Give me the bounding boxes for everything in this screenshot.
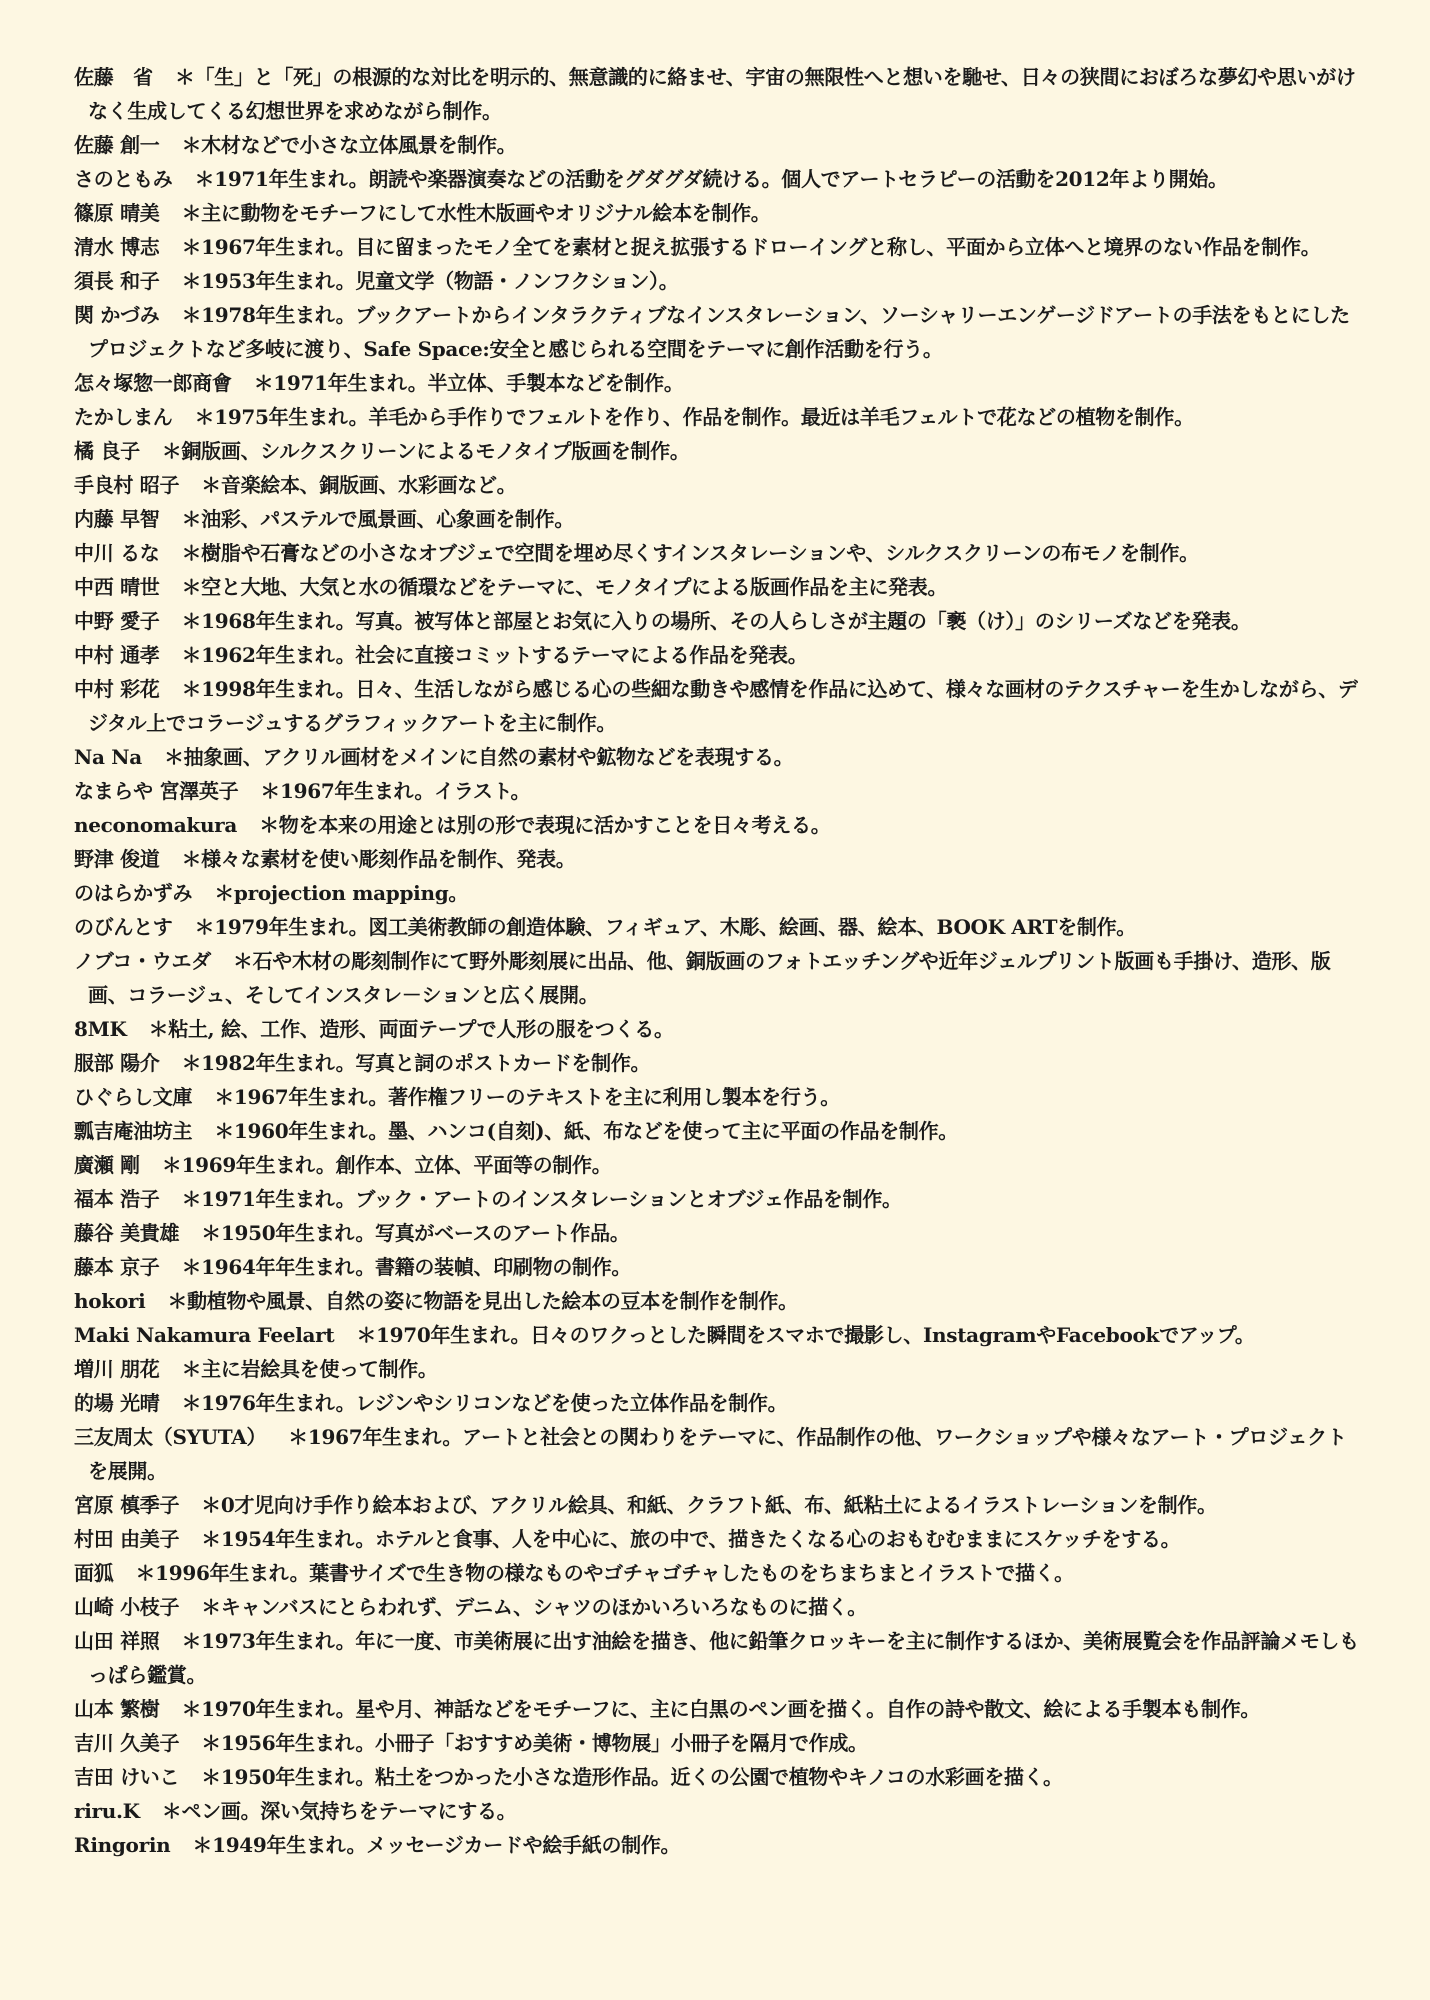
artist-name: 手良村 昭子: [74, 473, 180, 497]
artist-name: 面狐: [74, 1561, 114, 1585]
artist-description: ＊projection mapping。: [214, 881, 469, 905]
list-item: [74, 638, 1364, 672]
artist-description: ＊石や木材の彫刻制作にて野外彫刻展に出品、他、銅版画のフォトエッチングや近年ジェルプリント版画も手掛け、造形、版画、コラージュ、そしてインスタレ－ションと広く展開。: [88, 949, 1331, 1007]
artist-name: 村田 由美子: [74, 1527, 180, 1551]
artist-description: ＊1967年生まれ。アートと社会との関わりをテーマに、作品制作の他、ワークショップや様々なアート・プロジェクトを展開。: [88, 1425, 1347, 1483]
artist-description: ＊樹脂や石膏などの小さなオブジェで空間を埋め尽くすインスタレーションや、シルクスクリーンの布モノを制作。: [181, 541, 1199, 565]
artist-description: ＊音楽絵本、銅版画、水彩画など。: [201, 473, 517, 497]
artist-name: 藤谷 美貴雄: [74, 1221, 180, 1245]
artist-description: ＊1971年生まれ。ブック・アートのインスタレーションとオブジェ作品を制作。: [181, 1187, 902, 1211]
list-item: [74, 1420, 1364, 1488]
list-item: [74, 1046, 1364, 1080]
artist-description: ＊1956年生まれ。小冊子「おすすめ美術・博物展」小冊子を隔月で作成。: [201, 1731, 868, 1755]
artist-description: ＊1950年生まれ。粘土をつかった小さな造形作品。近くの公園で植物やキノコの水彩画を描く。: [201, 1765, 1063, 1789]
artist-description: ＊1998年生まれ。日々、生活しながら感じる心の些細な動きや感情を作品に込めて、様々な画材のテクスチャーを生かしながら、デジタル上でコラージュするグラフィックアートを主に制作。: [88, 677, 1358, 735]
list-item: [74, 740, 1364, 774]
artist-name: Maki Nakamura Feelart: [74, 1323, 335, 1347]
artist-name: 山田 祥照: [74, 1629, 160, 1653]
artist-description: ＊空と大地、大気と水の循環などをテーマに、モノタイプによる版画作品を主に発表。: [181, 575, 948, 599]
artist-description: ＊1960年生まれ。墨、ハンコ(自刻)、紙、布などを使って主に平面の作品を制作。: [214, 1119, 958, 1143]
artist-description: ＊1970年生まれ。日々のワクっとした瞬間をスマホで撮影し、InstagramやFacebookでアップ。: [356, 1323, 1255, 1347]
artist-name: Ringorin: [74, 1833, 171, 1857]
list-item: [74, 1148, 1364, 1182]
list-item: [74, 774, 1364, 808]
list-item: [74, 1828, 1364, 1862]
artist-name: 山本 繁樹: [74, 1697, 160, 1721]
artist-description: ＊1949年生まれ。メッセージカードや絵手紙の制作。: [192, 1833, 681, 1857]
artist-description: ＊1967年生まれ。イラスト。: [260, 779, 531, 803]
list-item: [74, 1386, 1364, 1420]
artist-description: ＊ペン画。深い気持ちをテーマにする。: [161, 1799, 517, 1823]
artist-name: 宮原 槙季子: [74, 1493, 180, 1517]
list-item: [74, 536, 1364, 570]
list-item: [74, 1488, 1364, 1522]
artist-name: neconomakura: [74, 813, 238, 837]
artist-name: さのともみ: [74, 167, 173, 191]
artist-description: ＊1967年生まれ。著作権フリーのテキストを主に利用し製本を行う。: [214, 1085, 840, 1109]
list-item: [74, 1080, 1364, 1114]
artist-description: ＊1954年生まれ。ホテルと食事、人を中心に、旅の中で、描きたくなる心のおもむむままにスケッチをする。: [201, 1527, 1181, 1551]
artist-name: 野津 俊道: [74, 847, 160, 871]
list-item: [74, 808, 1364, 842]
artist-description: ＊「生」と「死」の根源的な対比を明示的、無意識的に絡ませ、宇宙の無限性へと想いを馳せ、日々の狭間におぼろな夢幻や思いがけなく生成してくる幻想世界を求めながら制作。: [88, 65, 1356, 123]
list-item: [74, 230, 1364, 264]
list-item: [74, 1250, 1364, 1284]
list-item: [74, 400, 1364, 434]
artist-description: ＊1950年生まれ。写真がベースのアート作品。: [201, 1221, 630, 1245]
artist-description: ＊主に岩絵具を使って制作。: [181, 1357, 438, 1381]
list-item: [74, 842, 1364, 876]
list-item: [74, 502, 1364, 536]
artist-description: ＊1967年生まれ。目に留まったモノ全てを素材と捉え拡張するドローイングと称し、平面から立体へと境界のない作品を制作。: [181, 235, 1321, 259]
artist-name: 中野 愛子: [74, 609, 160, 633]
artist-name: 中西 晴世: [74, 575, 160, 599]
artist-name: 増川 朋花: [74, 1357, 160, 1381]
artist-name: ひぐらし文庫: [74, 1085, 193, 1109]
artist-name: 8MK: [74, 1017, 127, 1041]
artist-name: ノブコ・ウエダ: [74, 949, 211, 973]
list-item: [74, 196, 1364, 230]
artist-name: 瓢吉庵油坊主: [74, 1119, 193, 1143]
artist-name: 廣瀬 剛: [74, 1153, 140, 1177]
list-item: [74, 876, 1364, 910]
artist-description: ＊木材などで小さな立体風景を制作。: [181, 133, 517, 157]
artist-name: 服部 陽介: [74, 1051, 160, 1075]
artist-description: ＊様々な素材を使い彫刻作品を制作、発表。: [181, 847, 576, 871]
artist-description: ＊1968年生まれ。写真。被写体と部屋とお気に入りの場所、その人らしさが主題の「褻（け）」のシリーズなどを発表。: [181, 609, 1251, 633]
artist-name: 的場 光晴: [74, 1391, 160, 1415]
artist-description: ＊1973年生まれ。年に一度、市美術展に出す油絵を描き、他に鉛筆クロッキーを主に制作するほか、美術展覧会を作品評論メモしもっぱら鑑賞。: [88, 1629, 1359, 1687]
artist-name: たかしまん: [74, 405, 173, 429]
list-item: [74, 570, 1364, 604]
list-item: [74, 1114, 1364, 1148]
list-item: [74, 264, 1364, 298]
artist-name: Na Na: [74, 745, 142, 769]
list-item: [74, 128, 1364, 162]
list-item: [74, 1556, 1364, 1590]
artist-name: 内藤 早智: [74, 507, 160, 531]
list-item: [74, 1760, 1364, 1794]
artist-name: のびんとす: [74, 915, 173, 939]
list-item: [74, 672, 1364, 740]
list-item: [74, 1012, 1364, 1046]
artist-description: ＊1971年生まれ。半立体、手製本などを制作。: [253, 371, 684, 395]
artist-name: riru.K: [74, 1799, 140, 1823]
artist-name: のはらかずみ: [74, 881, 193, 905]
artist-description: ＊油彩、パステルで風景画、心象画を制作。: [181, 507, 575, 531]
list-item: [74, 944, 1364, 1012]
artist-name: 藤本 京子: [74, 1255, 160, 1279]
artist-name: 須長 和子: [74, 269, 160, 293]
artist-name: 橘 良子: [74, 439, 140, 463]
artist-name: 山崎 小枝子: [74, 1595, 180, 1619]
artist-name: 篠原 晴美: [74, 201, 160, 225]
artist-description: ＊1971年生まれ。朗読や楽器演奏などの活動をグダグダ続ける。個人でアートセラピーの活動を2012年より開始。: [194, 167, 1228, 191]
artist-description: ＊1953年生まれ。児童文学（物語・ノンフクション）。: [181, 269, 679, 293]
list-item: [74, 1522, 1364, 1556]
artist-description: ＊動植物や風景、自然の姿に物語を見出した絵本の豆本を制作を制作。: [167, 1289, 798, 1313]
artist-description: ＊主に動物をモチーフにして水性木版画やオリジナル絵本を制作。: [181, 201, 771, 225]
list-item: [74, 604, 1364, 638]
artist-description: ＊0才児向け手作り絵本および、アクリル絵具、和紙、クラフト紙、布、紙粘土によるイラストレーションを制作。: [201, 1493, 1217, 1517]
list-item: [74, 1692, 1364, 1726]
artist-description: ＊1982年生まれ。写真と詞のポストカードを制作。: [181, 1051, 651, 1075]
list-item: [74, 1318, 1364, 1352]
artist-name: 福本 浩子: [74, 1187, 160, 1211]
list-item: [74, 366, 1364, 400]
artist-description: ＊物を本来の用途とは別の形で表現に活かすことを日々考える。: [259, 813, 831, 837]
list-item: [74, 1182, 1364, 1216]
artist-name: なまらや 宮澤英子: [74, 779, 239, 803]
artist-name: hokori: [74, 1289, 146, 1313]
artist-name: 佐藤 省: [74, 65, 153, 89]
list-item: [74, 1624, 1364, 1692]
artist-description: ＊1976年生まれ。レジンやシリコンなどを使った立体作品を制作。: [181, 1391, 788, 1415]
artist-name: 関 かづみ: [74, 303, 160, 327]
artist-description: ＊抽象画、アクリル画材をメインに自然の素材や鉱物などを表現する。: [163, 745, 794, 769]
artist-description: ＊キャンバスにとらわれず、デニム、シャツのほかいろいろなものに描く。: [201, 1595, 867, 1619]
list-item: [74, 1794, 1364, 1828]
list-item: [74, 434, 1364, 468]
artist-list: [74, 60, 1364, 1862]
artist-name: 怎々塚惣一郎商會: [74, 371, 232, 395]
artist-name: 中川 るな: [74, 541, 160, 565]
list-item: [74, 60, 1364, 128]
artist-description: ＊1975年生まれ。羊毛から手作りでフェルトを作り、作品を制作。最近は羊毛フェルトで花などの植物を制作。: [194, 405, 1194, 429]
artist-description: ＊1964年年生まれ。書籍の装幀、印刷物の制作。: [181, 1255, 632, 1279]
artist-description: ＊1969年生まれ。創作本、立体、平面等の制作。: [161, 1153, 612, 1177]
list-item: [74, 162, 1364, 196]
artist-name: 清水 博志: [74, 235, 160, 259]
list-item: [74, 1284, 1364, 1318]
artist-name: 中村 通孝: [74, 643, 160, 667]
artist-description: ＊銅版画、シルクスクリーンによるモノタイプ版画を制作。: [161, 439, 690, 463]
artist-description: ＊1962年生まれ。社会に直接コミットするテーマによる作品を発表。: [181, 643, 808, 667]
list-item: [74, 1590, 1364, 1624]
list-item: [74, 468, 1364, 502]
artist-description: ＊1996年生まれ。葉書サイズで生き物の様なものやゴチャゴチャしたものをちまちまとイラストで描く。: [135, 1561, 1074, 1585]
artist-name: 三友周太（SYUTA）: [74, 1425, 267, 1449]
artist-name: 中村 彩花: [74, 677, 160, 701]
artist-description: ＊粘土, 絵、工作、造形、両面テープで人形の服をつくる。: [148, 1017, 674, 1041]
artist-name: 佐藤 創一: [74, 133, 160, 157]
list-item: [74, 1216, 1364, 1250]
artist-description: ＊1978年生まれ。ブックアートからインタラクティブなインスタレーション、ソーシャリーエンゲージドアートの手法をもとにしたプロジェクトなど多岐に渡り、Safe Space:安全と感じられる空間をテーマに創作活動を行う。: [88, 303, 1350, 361]
artist-description: ＊1979年生まれ。図工美術教師の創造体験、フィギュア、木彫、絵画、器、絵本、BOOK ARTを制作。: [194, 915, 1136, 939]
list-item: [74, 1726, 1364, 1760]
artist-name: 吉田 けいこ: [74, 1765, 180, 1789]
list-item: [74, 1352, 1364, 1386]
list-item: [74, 298, 1364, 366]
list-item: [74, 910, 1364, 944]
artist-name: 吉川 久美子: [74, 1731, 180, 1755]
artist-description: ＊1970年生まれ。星や月、神話などをモチーフに、主に白黒のペン画を描く。自作の詩や散文、絵による手製本も制作。: [181, 1697, 1261, 1721]
